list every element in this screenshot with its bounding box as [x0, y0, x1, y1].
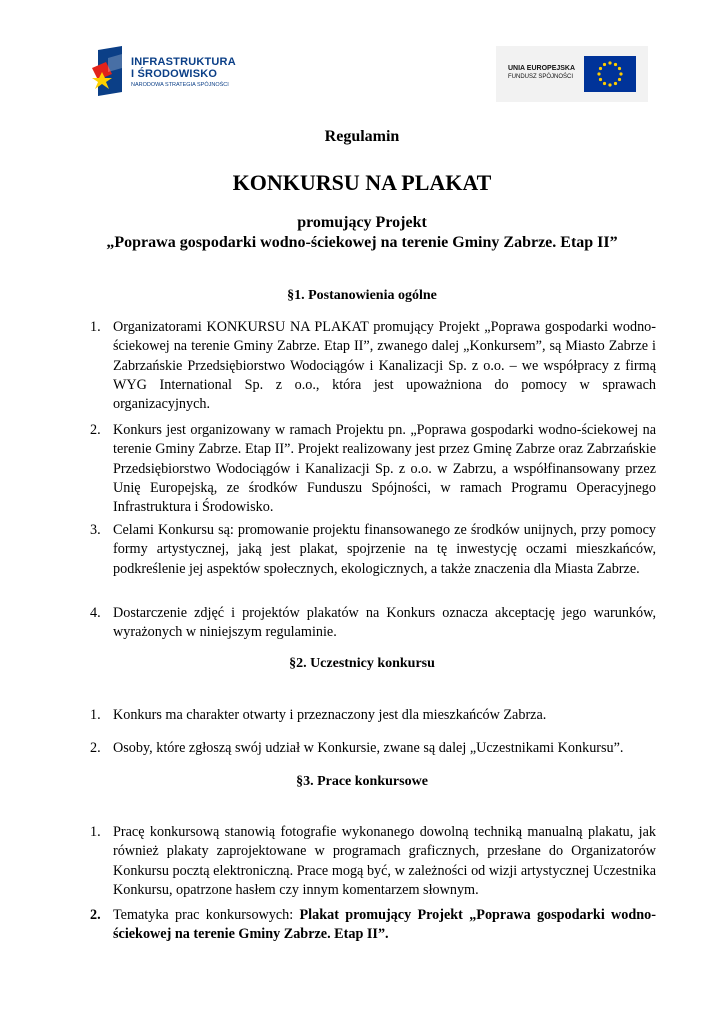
item-number: 1.: [90, 824, 101, 840]
item-text: Dostarczenie zdjęć i projektów plakatów na Konkurs oznacza akceptację jego warunków, wyrażonych w niniejszym regulaminie.: [113, 605, 656, 641]
item-text-plain: Tematyka prac konkursowych:: [113, 907, 300, 923]
subtitle-2: „Poprawa gospodarki wodno-ściekowej na terenie Gminy Zabrze. Etap II”: [106, 234, 618, 251]
subtitle-1: promujący Projekt: [297, 214, 427, 231]
list-item: [90, 906, 656, 945]
item-text: Osoby, które zgłoszą swój udział w Konkursie, zwane są dalej „Uczestnikami Konkursu”.: [113, 740, 624, 756]
logo-left-line1: INFRASTRUKTURA: [131, 56, 236, 68]
item-text: Konkurs jest organizowany w ramach Projektu pn. „Poprawa gospodarki wodno-ściekowej na terenie Gminy Zabrze. Etap II”. Projekt realizowany jest przez Gminę Zabrze oraz Zabrzańskie Przedsiębiorstwo Wodociągów i Kanalizacji Sp. z o.o. w Zabrzu, a współfinansowany przez Unię Europejską, ze środków Funduszu Spójności, w ramach Programu Operacyjnego Infrastruktura i Środowisko.: [113, 422, 656, 516]
section3-heading: §3. Prace konkursowe: [296, 774, 428, 789]
item-text: Organizatorami KONKURSU NA PLAKAT promujący Projekt „Poprawa gospodarki wodno-ściekowej na terenie Gminy Zabrze. Etap II”, zwanego dalej „Konkursem”, są Miasto Zabrze i Zabrzańskie Przedsiębiorstwo Wodociągów i Kanalizacji Sp. z o.o. – we współpracy z firmą WYG International Sp. z o.o., która jest upoważniona do pomocy w sprawach organizacyjnych.: [113, 319, 656, 413]
item-number: 4.: [90, 605, 101, 621]
page-title: KONKURSU NA PLAKAT: [232, 170, 492, 195]
logo-left-line3: NARODOWA STRATEGIA SPÓJNOŚCI: [131, 82, 229, 88]
eu-logo: [496, 46, 648, 102]
item-number: 3.: [90, 522, 101, 538]
item-text: Pracę konkursową stanowią fotografie wykonanego dowolną techniką manualną plakatu, jak również plakaty zaprojektowane w programach graficznych, przesłane do Organizatorów Konkursu pocztą elektroniczną. Prace mogą być, w zależności od wizji artystycznej Uczestnika Konkursu, opatrzone hasłem czy innym komentarzem słownym.: [113, 824, 656, 898]
list-item: [90, 604, 656, 643]
eu-flag-icon: [584, 56, 636, 92]
item-text: [113, 906, 656, 945]
item-number: 1.: [90, 707, 101, 723]
logo-left-line2: I ŚRODOWISKO: [131, 68, 218, 80]
logo-right-line2: FUNDUSZ SPÓJNOŚCI: [508, 74, 574, 80]
item-text: Celami Konkursu są: promowanie projektu finansowanego ze środków unijnych, przy pomocy formy artystycznej, jaką jest plakat, spojrzenie na tę inwestycję oczami mieszkańców, podkreślenie jej aspektów społecznych, ekologicznych, a także znaczenia dla Miasta Zabrze.: [113, 522, 656, 577]
item-number: 2.: [90, 907, 101, 923]
doc-label: Regulamin: [324, 128, 400, 145]
list-item: [90, 318, 656, 414]
item-number: 1.: [90, 319, 101, 335]
item-number: 2.: [90, 422, 101, 438]
list-item: [90, 421, 656, 517]
list-item: [90, 823, 656, 900]
section1-heading: §1. Postanowienia ogólne: [287, 288, 437, 303]
infrastruktura-logo-icon: [92, 46, 128, 96]
item-number: 2.: [90, 740, 101, 756]
section2-heading: §2. Uczestnicy konkursu: [289, 656, 435, 671]
item-text-bold: Plakat promujący Projekt „Poprawa gospodarki wodno-ściekowej na terenie Gminy Zabrze. Etap II”.: [113, 907, 656, 943]
list-item: [90, 739, 656, 758]
list-item: [90, 706, 656, 725]
logo-right-line1: UNIA EUROPEJSKA: [508, 65, 576, 72]
list-item: [90, 521, 656, 579]
item-text: Konkurs ma charakter otwarty i przeznaczony jest dla mieszkańców Zabrza.: [113, 707, 547, 723]
infrastruktura-logo: [88, 40, 260, 102]
